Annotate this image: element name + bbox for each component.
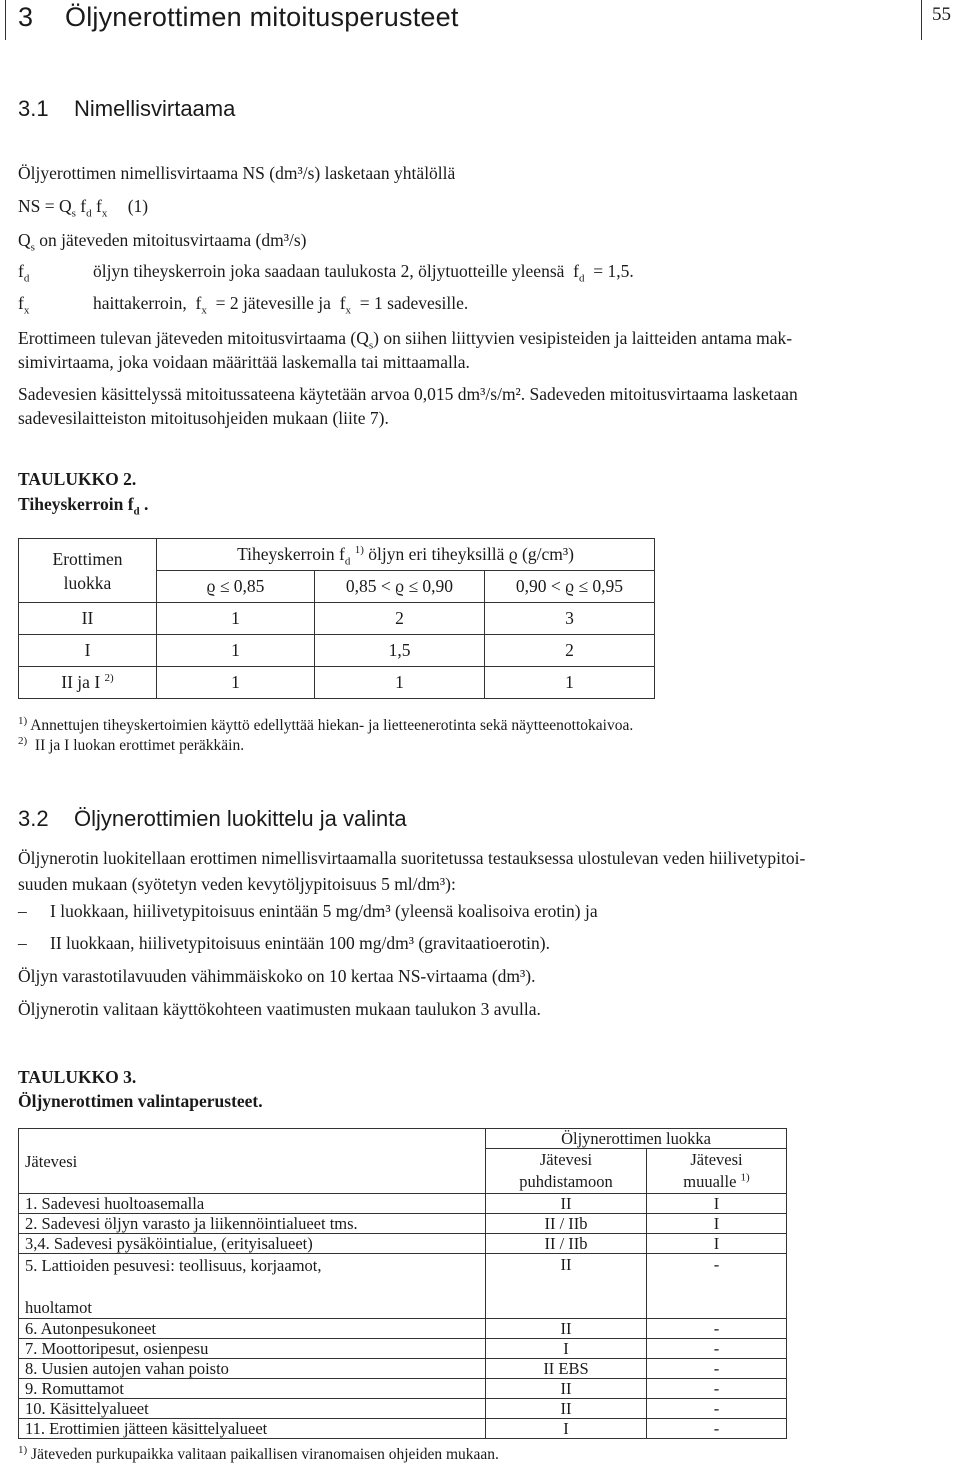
section-heading-3-2 xyxy=(18,806,407,832)
chapter-heading xyxy=(18,2,459,33)
table2-class-text: II ja I xyxy=(61,672,101,692)
paragraph-classification xyxy=(18,845,908,897)
paragraph-classification-b: suuden mukaan (syötetyn veden kevytöljypitoisuus 5 ml/dm³): xyxy=(18,874,456,894)
table2-class: II ja I $^{2)}$ xyxy=(19,667,157,699)
def-fd-text: öljyn tiheyskerroin joka saadaan taulukosta 2, öljytuotteille yleensä xyxy=(93,261,565,281)
table2-density-range: ϱ ≤ 0,85 xyxy=(157,571,315,603)
formula-number: (1) xyxy=(127,196,149,216)
table2-density-range: 0,90 < ϱ ≤ 0,95 xyxy=(485,571,655,603)
table2-header-group-b: öljyn eri tiheyksillä ϱ (g/cm³) xyxy=(368,544,574,564)
def-qs-text: on jäteveden mitoitusvirtaama (dm³/s) xyxy=(39,230,307,250)
section-number: 3.1 xyxy=(18,96,49,121)
table3-label: TAULUKKO 3. xyxy=(18,1067,137,1087)
chapter-number: 3 xyxy=(18,2,34,32)
table3-cell: II xyxy=(486,1319,647,1339)
table3-cell-name: 3,4. Sadevesi pysäköintialue, (erityisalueet) xyxy=(19,1234,486,1254)
table3-cell-name: 2. Sadevesi öljyn varasto ja liikennöintialueet tms. xyxy=(19,1214,486,1234)
table3-header-wastewater: Jätevesi xyxy=(19,1129,486,1194)
table2-header-group-a: Tiheyskerroin f xyxy=(237,544,345,564)
section-number: 3.2 xyxy=(18,806,49,831)
section-heading-3-1 xyxy=(18,96,235,122)
table3-cell: I xyxy=(486,1339,647,1359)
def-fx-eq2: = 1 sadevesille. xyxy=(359,293,469,313)
table3-footnote-1: $^{1)}$ Jäteveden purkupaikka valitaan paikallisen viranomaisen ohjeiden mukaan. xyxy=(18,1443,499,1463)
table3-header-elsewhere: Jätevesi muualle $^{1)}$ xyxy=(647,1149,787,1194)
table2-cell: 1 xyxy=(157,603,315,635)
paragraph-rain xyxy=(18,382,908,430)
table3-header-elsewhere-b: muualle xyxy=(683,1172,737,1191)
table2-cell: 1 xyxy=(157,635,315,667)
def-fx-text-wrap: haittakerroin, $f_x = 2$ jätevesille ja $f_x = 1$ sadevesille. xyxy=(93,293,469,317)
paragraph-rain-b: sadevesilaitteiston mitoitusohjeiden mukaan (liite 7). xyxy=(18,408,389,428)
table3-header-group: Öljynerottimen luokka xyxy=(486,1129,787,1149)
page-number: 55 xyxy=(932,4,951,25)
table-row xyxy=(19,1254,787,1319)
list-item-text: I luokkaan, hiilivetypitoisuus enintään 5 mg/dm³ (yleensä koalisoiva erotin) ja xyxy=(50,901,598,921)
table2-header-class-a: Erottimen xyxy=(52,548,123,569)
table3-cell: - xyxy=(647,1339,787,1359)
table-row xyxy=(19,1194,787,1214)
paragraph-flow-b: ) on siihen liittyvien vesipisteiden ja laitteiden antama mak- xyxy=(373,328,793,348)
table3-cell: II / IIb xyxy=(486,1234,647,1254)
table3-footnote-1-text: Jäteveden purkupaikka valitaan paikallisen viranomaisen ohjeiden mukaan. xyxy=(31,1446,499,1463)
paragraph-flow: Erottimeen tulevan jäteveden mitoitusvirtaama $(Q_s)$ on siihen liittyvien vesipisteiden ja laitteiden antama mak- simivirtaama, joka voidaan määrittää laskemalla tai mittaamalla. xyxy=(18,328,793,372)
table2-cell: 1 xyxy=(157,667,315,699)
table-row xyxy=(19,1399,787,1419)
table3-caption xyxy=(18,1065,908,1113)
table3-cell: - xyxy=(647,1359,787,1379)
table2-header-class-b: luokka xyxy=(63,572,112,593)
table3-cell-name: 9. Romuttamot xyxy=(19,1379,486,1399)
table3-cell: - xyxy=(647,1399,787,1419)
list-item: – I luokkaan, hiilivetypitoisuus enintään 5 mg/dm³ (yleensä koalisoiva erotin) ja xyxy=(18,901,598,921)
def-fd: $f_d$ öljyn tiheyskerroin joka saadaan taulukosta 2, öljytuotteille yleensä $f_d = 1,5$. xyxy=(18,258,908,284)
table2-footnote-2-text: II ja I luokan erottimet peräkkäin. xyxy=(34,737,245,754)
list-item-text: II luokkaan, hiilivetypitoisuus enintään 100 mg/dm³ (gravitaatioerotin). xyxy=(50,933,550,953)
table3-cell: II xyxy=(486,1379,647,1399)
table2-class: II xyxy=(19,603,157,635)
table3-cell: - xyxy=(647,1254,787,1319)
table3-title: Öljynerottimen valintaperusteet. xyxy=(18,1091,263,1111)
table3-cell: - xyxy=(647,1419,787,1439)
table3-cell: II xyxy=(486,1254,647,1319)
table2-cell: 3 xyxy=(485,603,655,635)
table3-cell: I xyxy=(647,1214,787,1234)
table3-cell-name xyxy=(19,1254,486,1319)
table-row xyxy=(19,1379,787,1399)
table-row xyxy=(19,1319,787,1339)
def-fd-value: = 1,5. xyxy=(593,261,634,281)
section-title: Öljynerottimien luokittelu ja valinta xyxy=(74,806,407,831)
table-3 xyxy=(18,1128,787,1439)
table3-cell-name: 11. Erottimien jätteen käsittelyalueet xyxy=(19,1419,486,1439)
section-title: Nimellisvirtaama xyxy=(74,96,236,121)
table3-header-treatment-b: puhdistamoon xyxy=(519,1172,613,1191)
paragraph-storage: Öljyn varastotilavuuden vähimmäiskoko on 10 kertaa NS-virtaama (dm³). xyxy=(18,966,536,986)
table-row xyxy=(19,667,655,699)
table3-cell: II xyxy=(486,1399,647,1419)
table3-cell: - xyxy=(647,1379,787,1399)
table3-cell: I xyxy=(647,1234,787,1254)
list-item: – II luokkaan, hiilivetypitoisuus enintään 100 mg/dm³ (gravitaatioerotin). xyxy=(18,933,550,953)
table2-cell: 1 xyxy=(485,667,655,699)
intro-paragraph: Öljyerottimen nimellisvirtaama NS (dm³/s) lasketaan yhtälöllä xyxy=(18,163,456,183)
table3-cell-name-line1: 5. Lattioiden pesuvesi: teollisuus, korjaamot, xyxy=(25,1256,322,1275)
table-row xyxy=(19,1339,787,1359)
paragraph-selection: Öljynerotin valitaan käyttökohteen vaatimusten mukaan taulukon 3 avulla. xyxy=(18,999,541,1019)
table2-cell: 2 xyxy=(485,635,655,667)
table3-cell: II / IIb xyxy=(486,1214,647,1234)
table-row xyxy=(19,1234,787,1254)
table-row xyxy=(19,603,655,635)
paragraph-classification-a: Öljynerotin luokitellaan erottimen nimellisvirtaamalla suoritetussa testauksessa ulostulevan veden hiilivetypitoi- xyxy=(18,848,806,868)
paragraph-rain-a: Sadevesien käsittelyssä mitoitussateena käytetään arvoa 0,015 dm³/s/m². Sadeveden mitoitusvirtaama lasketaan xyxy=(18,384,798,404)
table3-cell: - xyxy=(647,1319,787,1339)
table3-cell-name-line2: huoltamot xyxy=(25,1298,92,1317)
table3-cell: I xyxy=(486,1419,647,1439)
table3-cell-name: 6. Autonpesukoneet xyxy=(19,1319,486,1339)
header-rule-left xyxy=(5,0,6,40)
table-row xyxy=(19,1214,787,1234)
table2-cell: 2 xyxy=(315,603,485,635)
table3-cell-name: 8. Uusien autojen vahan poisto xyxy=(19,1359,486,1379)
formula-lhs: NS = Q xyxy=(18,196,72,216)
table2-header-class xyxy=(19,539,157,603)
formula-ns: NS = $Q_s$ $f_d$ $f_x$ (1) xyxy=(18,196,149,220)
table3-header-treatment-a: Jätevesi xyxy=(539,1150,593,1169)
chapter-title: Öljynerottimen mitoitusperusteet xyxy=(65,2,459,32)
header-rule-right xyxy=(921,0,922,40)
def-fx-eq1: = 2 jätevesille ja xyxy=(215,293,331,313)
table3-cell-name: 10. Käsittelyalueet xyxy=(19,1399,486,1419)
table3-header-elsewhere-a: Jätevesi xyxy=(690,1150,743,1169)
table2-title: Tiheyskerroin f xyxy=(18,494,134,514)
table3-cell-name: 7. Moottoripesut, osienpesu xyxy=(19,1339,486,1359)
table2-class: I xyxy=(19,635,157,667)
table2-footnote-2: $^{2)}$ II ja I luokan erottimet peräkkäin. xyxy=(18,734,245,754)
def-fd-text-wrap: öljyn tiheyskerroin joka saadaan taulukosta 2, öljytuotteille yleensä $f_d = 1,5$. xyxy=(93,261,634,285)
table2-caption: TAULUKKO 2. Tiheyskerroin $f_d$ . xyxy=(18,469,149,518)
table-2 xyxy=(18,538,655,699)
paragraph-flow-a: Erottimeen tulevan jäteveden mitoitusvirtaama (Q xyxy=(18,328,369,348)
table2-density-range: 0,85 < ϱ ≤ 0,90 xyxy=(315,571,485,603)
table2-header-group: Tiheyskerroin $f_d$ $^{1)}$ öljyn eri tiheyksillä ϱ (g/cm³) xyxy=(157,539,655,571)
table2-label: TAULUKKO 2. xyxy=(18,469,137,489)
def-qs: $Q_s$ on jäteveden mitoitusvirtaama (dm³/s) xyxy=(18,230,307,254)
table-row xyxy=(19,1419,787,1439)
table3-header-treatment xyxy=(486,1149,647,1194)
table2-cell: 1 xyxy=(315,667,485,699)
table-row xyxy=(19,635,655,667)
table2-footnote-1: $^{1)}$ Annettujen tiheyskertoimien käyttö edellyttää hiekan- ja lietteenerotinta sekä näytteenottokaivoa. xyxy=(18,714,634,734)
def-fx: $f_x$ haittakerroin, $f_x = 2$ jätevesille ja $f_x = 1$ sadevesille. xyxy=(18,290,908,316)
table3-cell: II EBS xyxy=(486,1359,647,1379)
def-fx-text: haittakerroin, xyxy=(93,293,187,313)
paragraph-flow-c: simivirtaama, joka voidaan määrittää laskemalla tai mittaamalla. xyxy=(18,352,470,372)
table3-cell-name: 1. Sadevesi huoltoasemalla xyxy=(19,1194,486,1214)
table3-cell: II xyxy=(486,1194,647,1214)
table-row xyxy=(19,1359,787,1379)
table2-footnote-1-text: Annettujen tiheyskertoimien käyttö edellyttää hiekan- ja lietteenerotinta sekä näytteenottokaivoa. xyxy=(30,717,634,734)
table2-cell: 1,5 xyxy=(315,635,485,667)
table3-cell: I xyxy=(647,1194,787,1214)
